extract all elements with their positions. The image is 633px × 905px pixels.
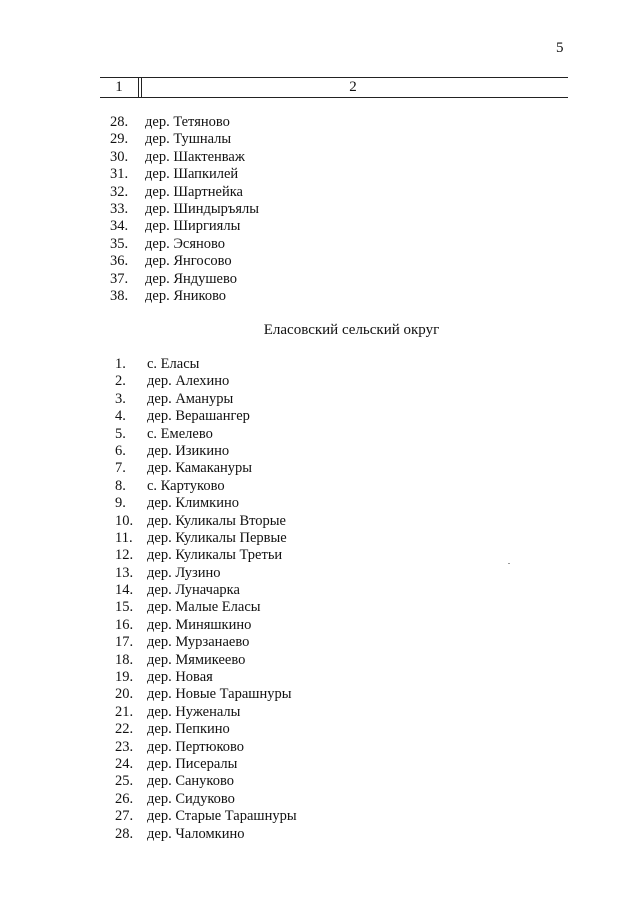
list-item — [110, 183, 243, 201]
list-item-name: дер. Малые Еласы — [147, 599, 261, 616]
list-item-name: дер. Лузино — [147, 564, 221, 581]
list-item-name: дер. Амануры — [147, 390, 234, 407]
list-item — [115, 460, 253, 477]
list-item-number: 28. — [110, 114, 129, 130]
list-item-number: 29. — [110, 131, 129, 148]
list-item-name: дер. Сануково — [147, 773, 234, 790]
list-item-number: 18. — [115, 651, 134, 668]
list-item-name: дер. Писералы — [147, 755, 238, 772]
list-item — [110, 235, 225, 253]
list-item-name: с. Емелево — [147, 425, 213, 442]
list-item-name: дер. Куликалы Третьи — [147, 547, 283, 564]
list-item-number: 3. — [115, 390, 126, 407]
list-item — [115, 634, 250, 651]
list-item — [110, 200, 259, 218]
list-item-number: 1. — [115, 356, 126, 372]
list-item-number: 9. — [115, 495, 126, 512]
list-item-name: дер. Новая — [147, 669, 213, 686]
list-item — [110, 287, 227, 305]
list-item — [110, 166, 239, 183]
section-title: Еласовский сельский округ — [263, 322, 440, 338]
list-item-name: дер. Чаломкино — [147, 825, 245, 842]
page-number: 5 — [556, 40, 564, 56]
list-item-number: 21. — [115, 703, 134, 720]
list-item-name: дер. Пепкино — [147, 721, 230, 738]
list-item-name: дер. Верашангер — [147, 408, 250, 425]
list-item — [110, 218, 241, 235]
list-item-number: 28. — [115, 825, 134, 842]
table-header-col2: 2 — [349, 79, 357, 95]
list-item-name: дер. Куликалы Вторые — [147, 512, 286, 529]
list-item — [110, 114, 230, 131]
settlement-list-continued — [110, 114, 259, 305]
list-item-number: 11. — [115, 529, 133, 546]
list-item-number: 8. — [115, 477, 126, 494]
list-item-name: дер. Климкино — [147, 495, 239, 512]
list-item — [115, 373, 230, 390]
list-item-number: 35. — [110, 235, 129, 252]
list-item — [115, 755, 238, 773]
list-item-name: дер. Мурзанаево — [147, 634, 250, 651]
list-item-number: 5. — [115, 425, 126, 442]
list-item — [115, 669, 213, 686]
list-item-name: дер. Луначарка — [147, 582, 240, 599]
list-item-number: 33. — [110, 200, 129, 217]
list-item — [115, 495, 239, 512]
list-item-number: 34. — [110, 218, 129, 235]
list-item — [110, 253, 232, 270]
list-item — [115, 442, 230, 460]
scan-speck — [508, 563, 510, 564]
list-item-name: дер. Камакануры — [147, 460, 253, 477]
list-item — [115, 703, 241, 721]
list-item-number: 36. — [110, 253, 129, 270]
list-item-number: 15. — [115, 599, 134, 616]
list-item — [115, 390, 234, 408]
list-item-number: 23. — [115, 738, 134, 755]
list-item-number: 30. — [110, 148, 129, 165]
list-item-name: дер. Яниково — [145, 287, 227, 304]
list-item-number: 31. — [110, 166, 129, 183]
list-item — [115, 356, 200, 373]
list-item-name: дер. Пертюково — [147, 738, 245, 755]
list-item-number: 22. — [115, 721, 134, 738]
list-item-number: 14. — [115, 582, 134, 599]
list-item — [115, 408, 250, 425]
list-item — [115, 790, 235, 808]
list-item-name: дер. Эсяново — [145, 235, 225, 252]
list-item-name: дер. Яндушево — [145, 270, 237, 287]
list-item-number: 12. — [115, 547, 134, 564]
list-item-name: дер. Алехино — [147, 373, 230, 390]
list-item-number: 24. — [115, 755, 134, 772]
list-item — [115, 529, 287, 547]
list-item-name: дер. Куликалы Первые — [147, 529, 287, 546]
list-item-number: 19. — [115, 669, 134, 686]
list-item-name: дер. Шиндыръялы — [145, 200, 259, 217]
list-item — [115, 616, 252, 634]
list-item-name: дер. Нуженалы — [147, 703, 241, 720]
table-header-col1: 1 — [115, 79, 123, 95]
list-item — [115, 738, 245, 756]
list-item-name: дер. Миняшкино — [147, 616, 252, 633]
list-item — [115, 547, 283, 564]
list-item — [110, 148, 245, 166]
list-item-number: 10. — [115, 512, 134, 529]
settlement-list-elasovsky — [115, 356, 297, 843]
list-item-number: 38. — [110, 287, 129, 304]
list-item-number: 25. — [115, 773, 134, 790]
list-item-number: 13. — [115, 564, 134, 581]
list-item-name: дер. Тушналы — [145, 131, 232, 148]
list-item-number: 2. — [115, 373, 126, 390]
list-item-number: 37. — [110, 270, 129, 287]
list-item-name: дер. Ширгиялы — [145, 218, 241, 235]
list-item-name: дер. Сидуково — [147, 790, 235, 807]
list-item-name: с. Картуково — [147, 477, 225, 494]
list-item-name: дер. Мямикеево — [147, 651, 246, 668]
list-item — [115, 773, 234, 790]
list-item — [115, 512, 286, 530]
list-item — [115, 721, 230, 738]
list-item — [115, 686, 292, 703]
list-item-name: дер. Шапкилей — [145, 166, 239, 183]
list-item-name: дер. Тетяново — [145, 114, 230, 130]
list-item-number: 16. — [115, 616, 134, 633]
list-item-number: 32. — [110, 183, 129, 200]
list-item-number: 7. — [115, 460, 126, 477]
list-item-number: 6. — [115, 442, 126, 459]
list-item-name: дер. Изикино — [147, 442, 230, 459]
list-item — [115, 808, 297, 825]
list-item — [115, 564, 221, 582]
list-item — [115, 425, 213, 443]
list-item — [115, 825, 245, 843]
list-item-number: 20. — [115, 686, 134, 703]
list-item-name: дер. Шактенваж — [145, 148, 245, 165]
list-item — [110, 270, 237, 288]
list-item-name: дер. Янгосово — [145, 253, 232, 270]
list-item-name: дер. Новые Тарашнуры — [147, 686, 292, 703]
list-item — [115, 582, 240, 599]
list-item-number: 4. — [115, 408, 126, 425]
list-item-name: дер. Шартнейка — [145, 183, 243, 200]
list-item — [110, 131, 232, 148]
list-item-number: 26. — [115, 790, 134, 807]
list-item-number: 27. — [115, 808, 134, 825]
list-item-name: дер. Старые Тарашнуры — [147, 808, 297, 825]
list-item — [115, 599, 261, 616]
list-item-name: с. Еласы — [147, 356, 200, 372]
list-item — [115, 477, 225, 495]
table-header — [100, 77, 568, 98]
list-item-number: 17. — [115, 634, 134, 651]
list-item — [115, 651, 246, 669]
